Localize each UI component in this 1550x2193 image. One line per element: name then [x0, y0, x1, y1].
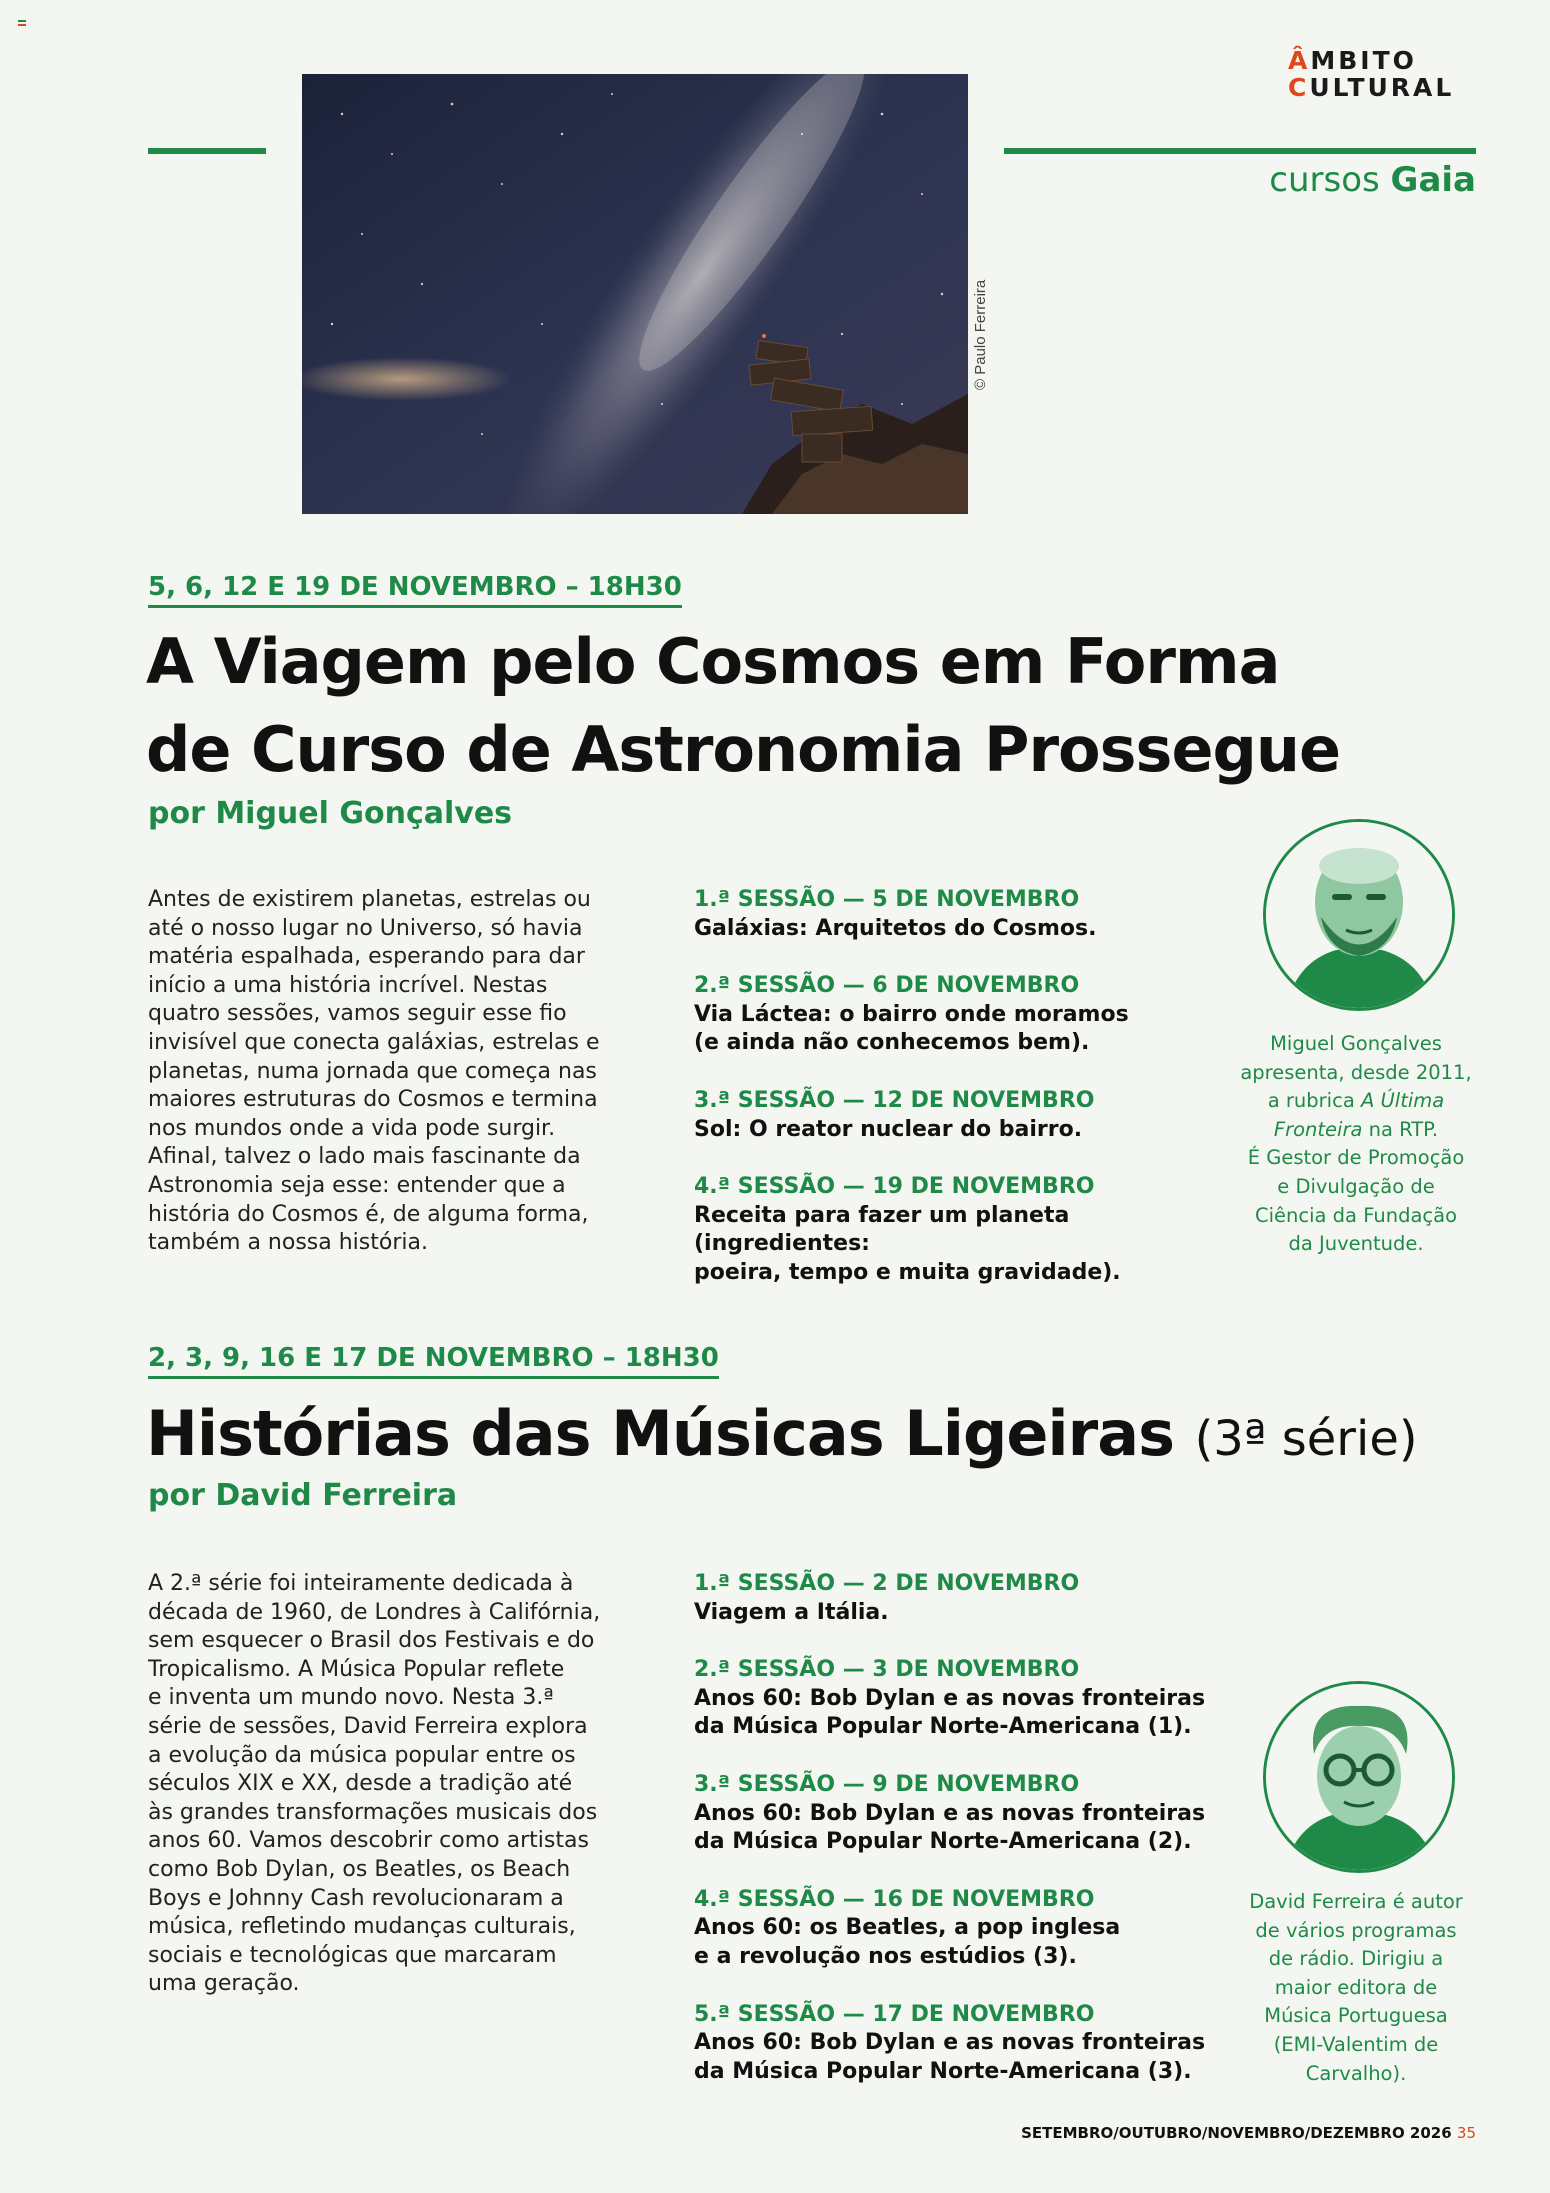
course1-desc-line: Astronomia seja esse: entender que a [148, 1172, 566, 1198]
course1-byline: por Miguel Gonçalves [148, 796, 513, 831]
session-text: Anos 60: os Beatles, a pop inglesa [694, 1915, 1121, 1941]
bio-text: na RTP. [1362, 1117, 1439, 1141]
course2-desc-line: A 2.ª série foi inteiramente dedicada à [148, 1571, 574, 1596]
bio-line: Carvalho). [1305, 2061, 1407, 2085]
course2-description [148, 1570, 628, 1999]
session-text: Receita para fazer um planeta (ingredientes: [694, 1202, 1070, 1257]
top-rule-right [1004, 148, 1476, 154]
bio-line: e Divulgação de [1277, 1174, 1435, 1198]
course1-desc-line: planetas, numa jornada que começa nas [148, 1058, 597, 1084]
course2-desc-line: série de sessões, David Ferreira explora [148, 1713, 588, 1739]
section-name: Gaia [1390, 160, 1476, 200]
photo-credit: © Paulo Ferreira [972, 279, 989, 390]
course2-title [146, 1390, 1418, 1483]
course1-title [146, 618, 1340, 794]
session-text: e a revolução nos estúdios (3). [694, 1943, 1077, 1969]
page-number: 35 [1456, 2124, 1476, 2142]
session-heading: 2.ª SESSÃO — 3 DE NOVEMBRO [694, 1657, 1080, 1683]
session-text: Via Láctea: o bairro onde moramos [694, 1001, 1129, 1027]
course1-desc-line: maiores estruturas do Cosmos e termina [148, 1087, 598, 1113]
bio-line [1236, 1116, 1476, 1145]
course1-desc-line: invisível que conecta galáxias, estrelas e [148, 1029, 600, 1055]
course1-desc-line: história do Cosmos é, de alguma forma, [148, 1201, 589, 1227]
course1-description [148, 886, 628, 1258]
course1-desc-line: Afinal, talvez o lado mais fascinante da [148, 1144, 581, 1170]
course2-session [694, 1570, 1234, 1627]
course2-desc-line: às grandes transformações musicais dos [148, 1799, 598, 1825]
logo-accent-a: Â [1288, 46, 1311, 75]
course2-desc-line: música, refletindo mudanças culturais, [148, 1914, 576, 1940]
miguel-goncalves-portrait [1263, 819, 1455, 1011]
bio-line: (EMI-Valentim de [1273, 2032, 1439, 2056]
course2-session [694, 1656, 1234, 1742]
course2-desc-line: Boys e Johnny Cash revolucionaram a [148, 1885, 564, 1911]
course2-desc-line: séculos XIX e XX, desde a tradição até [148, 1771, 573, 1797]
course2-title-main: Histórias das Músicas Ligeiras [146, 1397, 1174, 1470]
course2-byline: por David Ferreira [148, 1478, 458, 1513]
session-heading: 1.ª SESSÃO — 2 DE NOVEMBRO [694, 1571, 1080, 1596]
bio-program-title: A Última [1360, 1089, 1445, 1113]
portrait-illustration [1266, 1684, 1452, 1870]
bio-line: maior editora de [1274, 1975, 1438, 1999]
course1-session [694, 972, 1234, 1058]
course2-desc-line: uma geração. [148, 1971, 300, 1997]
course2-desc-line: anos 60. Vamos descobrir como artistas [148, 1828, 589, 1854]
session-text: Anos 60: Bob Dylan e as novas fronteiras [694, 1685, 1206, 1711]
course2-session [694, 2001, 1234, 2087]
session-text: (e ainda não conhecemos bem). [694, 1030, 1090, 1056]
course1-desc-line: matéria espalhada, esperando para dar [148, 944, 585, 970]
session-heading: 4.ª SESSÃO — 16 DE NOVEMBRO [694, 1886, 1095, 1912]
david-ferreira-bio [1236, 1888, 1476, 2088]
course2-sessions [694, 1570, 1234, 2115]
session-text: Sol: O reator nuclear do bairro. [694, 1116, 1083, 1142]
bio-line: David Ferreira é autor [1249, 1890, 1463, 1913]
bio-line: apresenta, desde 2011, [1240, 1060, 1472, 1084]
session-text: da Música Popular Norte-Americana (1). [694, 1714, 1192, 1740]
ambito-cultural-logo [1288, 48, 1478, 102]
top-rule-left [148, 148, 266, 154]
session-heading: 3.ª SESSÃO — 9 DE NOVEMBRO [694, 1771, 1080, 1797]
course2-desc-line: sociais e tecnológicas que marcaram [148, 1942, 557, 1968]
bio-program-title: Fronteira [1273, 1117, 1363, 1141]
bio-line: da Juventude. [1288, 1232, 1424, 1256]
bio-text: a rubrica [1267, 1089, 1361, 1113]
session-text: Viagem a Itália. [694, 1599, 889, 1625]
corner-mark [18, 20, 26, 26]
miguel-goncalves-bio [1236, 1030, 1476, 1259]
logo-accent-c: C [1288, 73, 1310, 102]
course1-desc-line: nos mundos onde a vida pode surgir. [148, 1115, 556, 1141]
course2-desc-line: sem esquecer o Brasil dos Festivais e do [148, 1628, 595, 1654]
logo-line2-rest: ULTURAL [1309, 73, 1455, 102]
course2-date: 2, 3, 9, 16 E 17 DE NOVEMBRO – 18H30 [148, 1343, 719, 1379]
course1-desc-line: início a uma história incrível. Nestas [148, 972, 548, 998]
section-title [1269, 160, 1476, 200]
course2-session [694, 1771, 1234, 1857]
portrait-illustration [1266, 822, 1452, 1008]
david-ferreira-portrait [1263, 1681, 1455, 1873]
course2-session [694, 1886, 1234, 1972]
session-text: Anos 60: Bob Dylan e as novas fronteiras [694, 1800, 1206, 1826]
logo-line1-rest: MBITO [1310, 46, 1417, 75]
session-text: poeira, tempo e muita gravidade). [694, 1259, 1121, 1285]
bio-line: de vários programas [1255, 1918, 1457, 1942]
course2-desc-line: década de 1960, de Londres à Califórnia, [148, 1599, 601, 1625]
session-text: da Música Popular Norte-Americana (2). [694, 1829, 1192, 1855]
course1-session [694, 1173, 1234, 1287]
course1-session [694, 1087, 1234, 1144]
bio-line: Música Portuguesa [1264, 2004, 1448, 2028]
session-heading: 3.ª SESSÃO — 12 DE NOVEMBRO [694, 1087, 1095, 1113]
course1-title-line2: de Curso de Astronomia Prossegue [146, 713, 1341, 786]
session-heading: 5.ª SESSÃO — 17 DE NOVEMBRO [694, 2001, 1095, 2027]
session-text: Anos 60: Bob Dylan e as novas fronteiras [694, 2030, 1206, 2056]
course1-desc-line: Antes de existirem planetas, estrelas ou [148, 887, 591, 912]
page-footer [1021, 2124, 1476, 2142]
session-text: da Música Popular Norte-Americana (3). [694, 2058, 1192, 2084]
session-heading: 1.ª SESSÃO — 5 DE NOVEMBRO [694, 887, 1080, 912]
course2-desc-line: e inventa um mundo novo. Nesta 3.ª [148, 1685, 554, 1711]
course1-sessions [694, 886, 1234, 1317]
course1-desc-line: até o nosso lugar no Universo, só havia [148, 915, 583, 941]
issue-label: SETEMBRO/OUTUBRO/NOVEMBRO/DEZEMBRO 2026 [1021, 2124, 1452, 2142]
session-heading: 4.ª SESSÃO — 19 DE NOVEMBRO [694, 1174, 1095, 1200]
course2-title-suffix: (3ª série) [1194, 1411, 1418, 1467]
milky-way-photo [302, 74, 968, 514]
course1-desc-line: quatro sessões, vamos seguir esse fio [148, 1001, 567, 1027]
session-text: Galáxias: Arquitetos do Cosmos. [694, 915, 1097, 941]
session-heading: 2.ª SESSÃO — 6 DE NOVEMBRO [694, 973, 1080, 999]
bio-line: Miguel Gonçalves [1270, 1032, 1442, 1055]
section-prefix: cursos [1269, 160, 1380, 200]
course1-desc-line: também a nossa história. [148, 1230, 428, 1256]
milky-way-image [302, 74, 968, 514]
bio-line: Ciência da Fundação [1255, 1203, 1457, 1227]
course1-session [694, 886, 1234, 943]
course1-title-line1: A Viagem pelo Cosmos em Forma [146, 625, 1280, 698]
course1-date: 5, 6, 12 E 19 DE NOVEMBRO – 18H30 [148, 572, 682, 608]
bio-line: É Gestor de Promoção [1247, 1146, 1465, 1170]
course2-desc-line: Tropicalismo. A Música Popular reflete [148, 1656, 565, 1682]
course2-desc-line: como Bob Dylan, os Beatles, os Beach [148, 1856, 571, 1882]
bio-line [1236, 1087, 1476, 1116]
course2-desc-line: a evolução da música popular entre os [148, 1742, 576, 1768]
bio-line: de rádio. Dirigiu a [1268, 1947, 1444, 1971]
